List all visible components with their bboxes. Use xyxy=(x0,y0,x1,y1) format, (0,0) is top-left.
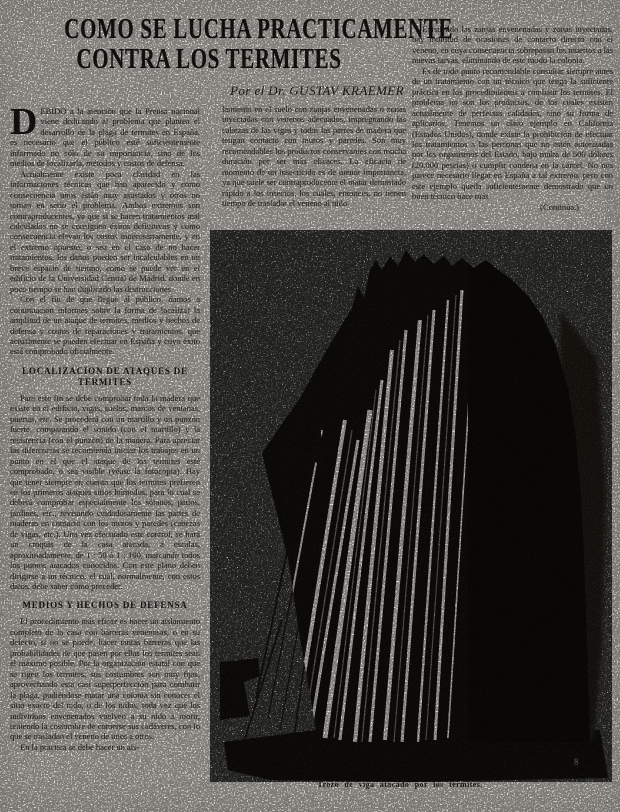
continued-note: (Continúa.) xyxy=(540,201,579,212)
column-left xyxy=(10,101,200,752)
page-number: 8 xyxy=(574,757,579,767)
article-header xyxy=(8,13,454,99)
paragraph: Para este fin se debe comprobar toda la madera que existe en el edificio, vigas, suelos, marcos de ventanas, puertas, etc. Se procederá con un martillo y un punzón fuerte, comparando el sonido (con el martillo) y la resistencia (con el punzón) de la madera. Para apreciar las diferencias se recomienda iniciar los trabajos en un punto en el que el ataque de los termites esté comprobado, o sea visible (véase la fotocopia). Hay que tener siempre en cuenta que los termites prefieren en los primeros ataques sitios húmedos, para lo cual se deberá comprobar especialmente los sótanos, patios, jardines, etc., revisando cuidadosamente las partes de maderas en contacto con los muros y paredes (cabezas de vigas, etc.). Una vez efectuado este control, se hará un croquis de la casa atacada, a escalas, aproximadamente, de 1 : 50 ó 1 : 100, marcando todos los puntos atacados conocidos. Con este plano deben dirigirse a un técnico, el cual, normalmente, con estos datos, debe saber cómo proceder. xyxy=(10,392,200,592)
paragraph: Existiendo las zanjas envenenadas y zonas inyectadas, hay multitud de ocasiones de contacto directo con el veneno, en cuya consecuencia sobrepasan los muertos a las nuevas larvas, eliminando de este modo la colonia. xyxy=(412,24,613,66)
paragraph-intro-text: EBIDO a la atención que la Prensa nacional viene dedicando al problema que plantea el desarrollo de la plaga de termites en España, es necesario que el público esté suficientemente informado no sólo de su importancia, sino de los medios de localizarla, métodos y costos de defensa. xyxy=(10,106,200,169)
section-heading-localizacion: LOCALIZACION DE ATAQUES DE TERMITES xyxy=(22,365,188,387)
section-heading-medios: MEDIOS Y HECHOS DE DEFENSA xyxy=(22,600,188,611)
column-right xyxy=(412,24,613,212)
paragraph: En la práctica se debe hacer un ais- xyxy=(20,741,140,752)
column-middle xyxy=(222,104,406,209)
article-title-line1: COMO SE LUCHA PRACTICAMENTE xyxy=(64,13,454,45)
photo-caption: Trozo de viga atacado por los termites. xyxy=(317,780,483,789)
paragraph: lamiento en el suelo con zanjas envenenadas o zonas inyectadas con venenos adecuados, impregnando las cabezas de las vigas y todas las partes de madera que tengan contacto con muros y paredes. Son muy recomendables los productos conservantes con mucha duración por ser más eficaces. La eficacia de momento de un insecticida es de menor importancia, ya que suele ser contraproducente el matar demasiado rápido a los insectos, los cuales, entonces, no tienen tiempo de trasladar el veneno al nido. xyxy=(222,104,406,209)
paragraph-intro xyxy=(10,101,200,169)
termite-beam-illustration xyxy=(210,230,612,782)
termite-beam-photo xyxy=(210,230,612,782)
paragraph: Actualmente existe poca claridad en las informaciones técnicas que han aparecido y como consecuencia unos están muy asustados y otros no toman en serio el problema. Ambos extremos son contraproducentes, ya que si se hacen tratamientos mal calculados no se consiguen éxitos definitivos y como consecuencia elevan los costos innecesariamente, y en el extremo opuesto, o sea en el caso de no hacer tratamientos, los daños pueden ser incalculables en un breve espacio de tiempo, como se puede ver en el edificio de la Universidad Central de Madrid, donde en poco tiempo se han duplicado las destrucciones. xyxy=(10,168,200,294)
byline: Por el Dr. GUSTAV KRAEMER xyxy=(230,83,404,98)
drop-cap: D xyxy=(10,101,38,143)
paragraph: Con el fin de que llegue al público, damos a continuación informes sobre la forma de localizar la amplitud de un ataque de termites, medios y hechos de defensa y costos de reparaciones y tratamientos, que actualmente se pueden efectuar en España y cuyo éxito está comprobado oficialmente. xyxy=(10,294,200,357)
paragraph: Es de todo punto recomendable consultar siempre antes de un tratamiento con un técnico que tenga la suficiente práctica en los procedimientos a combatir los termites. El problema no son los productos, de los cuales existen actualmente de perfectas calidades, sino su forma de aplicarlos. Tenemos un claro ejemplo en California (Estados Unidos), donde existe la prohibición de efectuar los tratamientos a las personas que no estén autorizadas por los organismos del Estado, bajo multa de 500 dólares (20.000 pesetas) o cumplir condena en la cárcel. No nos parece necesario llegar en España a tal extremo, pero con este ejemplo queda suficientemente demostrado que un buen técnico hace más xyxy=(412,65,613,202)
paragraph: El procedimiento más eficaz es hacer un aislamiento completo de la casa con barreras venenosas, o en su defecto, si no se puede, hacer tantas barreras que las probabilidades de que pasen por ellas los termites sean el máximo posible. Por la organización estatal con que se rigen los termites, sus costumbres son muy fijas, aprovechando esta casi superperfección para combatir la plaga, pudiéndose matar una colonia sin conocer el sitio exacto del nido, o de los nidos, toda vez que los individuos envenenados vuelven a su nido a morir, teniendo la costumbre de comerse sus cadáveres, con lo que se trasladan el veneno de unos a otros. xyxy=(10,616,200,742)
article-title-line2: CONTRA LOS TERMITES xyxy=(76,43,342,75)
